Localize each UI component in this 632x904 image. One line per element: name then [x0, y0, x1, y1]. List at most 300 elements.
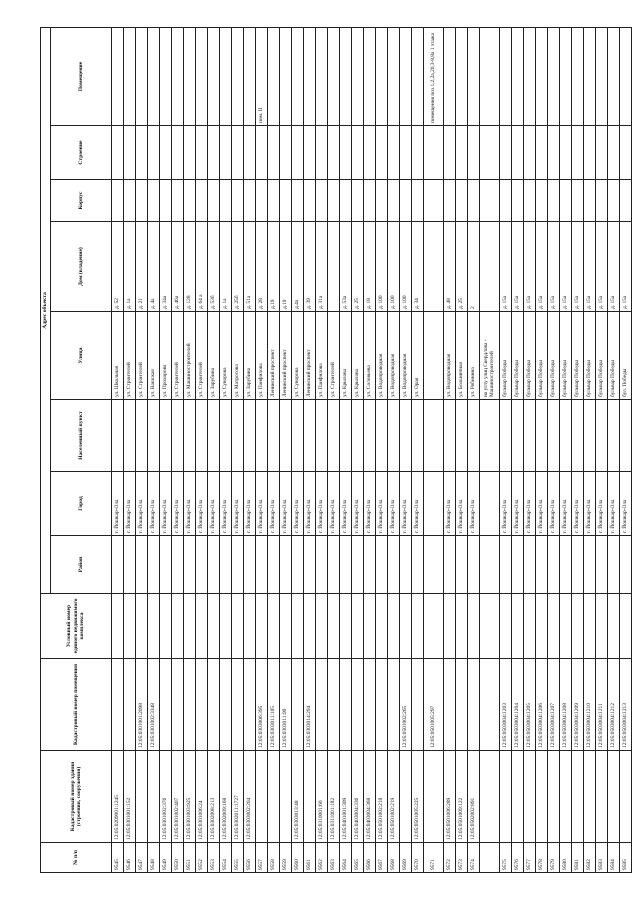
cell-city: г. Йошкар-Ола	[124, 472, 136, 536]
cell-room-cadastral: 12:05:0503004:1212	[608, 659, 620, 751]
cell-house: д. 34	[412, 222, 424, 312]
cell-stroenie	[124, 126, 136, 180]
cell-conditional	[584, 594, 596, 659]
cell-korpus	[184, 180, 196, 222]
cell-room-cadastral: 12:05:0501005:297	[424, 659, 444, 751]
cell-locality	[136, 400, 148, 472]
table-row	[184, 27, 196, 872]
cell-room-cadastral: 12:05:0503004:1206	[536, 659, 548, 751]
cell-stroenie	[524, 126, 536, 180]
cell-district	[608, 536, 620, 594]
cell-street: ул. Строителей	[136, 312, 148, 400]
cell-district	[268, 536, 280, 594]
cell-conditional	[596, 594, 608, 659]
cell-city: г. Йошкар-Ола	[196, 472, 208, 536]
cell-korpus	[220, 180, 232, 222]
cell-room-cadastral: 12:05:0303006:395	[256, 659, 268, 751]
cell-room-cadastral	[124, 659, 136, 751]
cell-room-cadastral	[376, 659, 388, 751]
cell-locality	[316, 400, 328, 472]
cell-num: 9577	[524, 843, 536, 873]
cell-conditional	[328, 594, 340, 659]
table-row	[124, 27, 136, 872]
cell-district	[376, 536, 388, 594]
cell-locality	[160, 400, 172, 472]
cell-room-cadastral	[364, 659, 376, 751]
cell-building-cadastral: 12:05:0501005:225	[412, 751, 424, 843]
table-row	[536, 27, 548, 872]
cell-num: 9581	[572, 843, 584, 873]
cell-building-cadastral	[548, 751, 560, 843]
cell-city: г. Йошкар-Ола	[292, 472, 304, 536]
cell-room-cadastral: 12:05:0503004:1213	[620, 659, 632, 751]
table-row	[608, 27, 620, 872]
cell-house: д. 15а	[536, 222, 548, 312]
cell-room-cadastral	[456, 659, 468, 751]
cell-building-cadastral	[596, 751, 608, 843]
cell-korpus	[412, 180, 424, 222]
cell-house: д. 52	[112, 222, 124, 312]
table-row	[352, 27, 364, 872]
cell-num: 9579	[548, 843, 560, 873]
cell-pomeshchenie	[208, 27, 220, 125]
cell-korpus	[244, 180, 256, 222]
cell-house: 2	[468, 222, 480, 312]
cell-room-cadastral: 12:05:0303011:99	[280, 659, 292, 751]
cell-korpus	[584, 180, 596, 222]
table-row	[584, 27, 596, 872]
cell-house: д. 53б	[208, 222, 220, 312]
cell-locality	[364, 400, 376, 472]
cell-stroenie	[584, 126, 596, 180]
cell-num: 9548	[148, 843, 160, 873]
cell-stroenie	[136, 126, 148, 180]
cell-stroenie	[316, 126, 328, 180]
cell-locality	[468, 400, 480, 472]
cell-district	[572, 536, 584, 594]
cell-city	[480, 472, 500, 536]
cell-street: ул. Зарубина	[208, 312, 220, 400]
cell-district	[196, 536, 208, 594]
cell-korpus	[620, 180, 632, 222]
cell-pomeshchenie	[596, 27, 608, 125]
cell-num: 9560	[292, 843, 304, 873]
cell-locality	[220, 400, 232, 472]
cell-city: г. Йошкар-Ола	[208, 472, 220, 536]
cell-room-cadastral	[480, 659, 500, 751]
cell-building-cadastral	[148, 751, 160, 843]
cell-building-cadastral: 12:05:0209001:1245	[112, 751, 124, 843]
cell-pomeshchenie	[536, 27, 548, 125]
cell-street: бульвар Победы	[608, 312, 620, 400]
cell-room-cadastral: 12:05:0503004:1204	[512, 659, 524, 751]
cell-house: д. 100	[388, 222, 400, 312]
cell-num: 9552	[196, 843, 208, 873]
cell-locality	[232, 400, 244, 472]
cell-locality	[172, 400, 184, 472]
cell-locality	[208, 400, 220, 472]
cell-pomeshchenie	[172, 27, 184, 125]
cell-street: ул. Строителей	[172, 312, 184, 400]
cell-street: Ленинский проспект	[268, 312, 280, 400]
cell-city: г. Йошкар-Ола	[160, 472, 172, 536]
cell-district	[232, 536, 244, 594]
rotated-table-wrapper	[40, 28, 628, 873]
cell-street: ул. Панфилова	[256, 312, 268, 400]
table-body	[112, 27, 632, 872]
cell-locality	[480, 400, 500, 472]
cell-korpus	[376, 180, 388, 222]
cell-house: д.19	[268, 222, 280, 312]
cell-street: бульвар Победы	[572, 312, 584, 400]
header-korpus: Корпус	[51, 180, 112, 222]
cell-stroenie	[112, 126, 124, 180]
cell-conditional	[304, 594, 316, 659]
cell-building-cadastral	[560, 751, 572, 843]
cell-korpus	[304, 180, 316, 222]
cell-district	[548, 536, 560, 594]
cell-korpus	[280, 180, 292, 222]
cell-locality	[268, 400, 280, 472]
cell-locality	[280, 400, 292, 472]
cell-district	[172, 536, 184, 594]
header-district: Район	[51, 536, 112, 594]
cell-num: 9550	[172, 843, 184, 873]
cell-street: бульвар Победы	[596, 312, 608, 400]
cell-korpus	[256, 180, 268, 222]
cell-stroenie	[388, 126, 400, 180]
cell-district	[316, 536, 328, 594]
cell-street: ул. Прохорова	[160, 312, 172, 400]
cell-city: г. Йошкар-Ола	[172, 472, 184, 536]
table-row	[304, 27, 316, 872]
cell-conditional	[268, 594, 280, 659]
cell-house: д. 25	[456, 222, 468, 312]
cell-conditional	[280, 594, 292, 659]
cell-house	[424, 222, 444, 312]
cell-building-cadastral: 12:05:0401001:309	[340, 751, 352, 843]
cell-room-cadastral: 12:05:0301001:2098	[136, 659, 148, 751]
table-row	[456, 27, 468, 872]
table-row	[136, 27, 148, 872]
cell-city: г. Йошкар-Ола	[468, 472, 480, 536]
cell-house: д. 31а	[316, 222, 328, 312]
cell-pomeshchenie	[512, 27, 524, 125]
table-row	[560, 27, 572, 872]
cell-street: ул. Больничная	[456, 312, 468, 400]
cell-pomeshchenie	[352, 27, 364, 125]
cell-stroenie	[232, 126, 244, 180]
cell-pomeshchenie	[112, 27, 124, 125]
cell-conditional	[244, 594, 256, 659]
cell-conditional	[536, 594, 548, 659]
cell-house: д. 15а	[584, 222, 596, 312]
cell-district	[500, 536, 512, 594]
property-table	[40, 27, 632, 873]
cell-korpus	[340, 180, 352, 222]
cell-street: ул. Зарубина	[244, 312, 256, 400]
cell-street: на углу улиц Свердлова - Машиностроителей	[480, 312, 500, 400]
cell-korpus	[268, 180, 280, 222]
cell-stroenie	[456, 126, 468, 180]
cell-conditional	[208, 594, 220, 659]
cell-building-cadastral	[280, 751, 292, 843]
cell-city: г. Йошкар-Ола	[500, 472, 512, 536]
cell-building-cadastral	[424, 751, 444, 843]
cell-locality	[500, 400, 512, 472]
table-row	[620, 27, 632, 872]
cell-pomeshchenie	[184, 27, 196, 125]
cell-city: г. Йошкар-Ола	[340, 472, 352, 536]
cell-korpus	[608, 180, 620, 222]
table-row	[160, 27, 172, 872]
cell-district	[340, 536, 352, 594]
cell-building-cadastral: 12:05:0501009:122	[456, 751, 468, 843]
cell-district	[512, 536, 524, 594]
cell-stroenie	[160, 126, 172, 180]
cell-building-cadastral: 12:05:0311001:182	[328, 751, 340, 843]
cell-korpus	[524, 180, 536, 222]
cell-locality	[304, 400, 316, 472]
cell-street: бульвар Победы	[560, 312, 572, 400]
cell-locality	[512, 400, 524, 472]
header-address-group: Адрес объекта	[41, 27, 51, 593]
cell-building-cadastral: 12:05:0403004:368	[364, 751, 376, 843]
cell-building-cadastral: 12:05:0501002:218	[376, 751, 388, 843]
cell-conditional	[112, 594, 124, 659]
cell-conditional	[136, 594, 148, 659]
table-row	[196, 27, 208, 872]
cell-conditional	[524, 594, 536, 659]
cell-conditional	[456, 594, 468, 659]
cell-stroenie	[352, 126, 364, 180]
cell-stroenie	[480, 126, 500, 180]
cell-pomeshchenie	[468, 27, 480, 125]
cell-street: Ленинский проспект	[304, 312, 316, 400]
cell-building-cadastral: 12:05:0301002:376	[160, 751, 172, 843]
cell-pomeshchenie	[232, 27, 244, 125]
cell-num: 9583	[596, 843, 608, 873]
cell-conditional	[340, 594, 352, 659]
cell-num: 9562	[316, 843, 328, 873]
cell-pomeshchenie	[148, 27, 160, 125]
cell-korpus	[160, 180, 172, 222]
cell-conditional	[468, 594, 480, 659]
header-city: Город	[51, 472, 112, 536]
cell-stroenie	[548, 126, 560, 180]
cell-building-cadastral	[268, 751, 280, 843]
table-row	[400, 27, 412, 872]
cell-building-cadastral	[620, 751, 632, 843]
cell-district	[292, 536, 304, 594]
cell-korpus	[500, 180, 512, 222]
cell-pomeshchenie	[340, 27, 352, 125]
cell-street: ул. Строителей	[328, 312, 340, 400]
cell-locality	[424, 400, 444, 472]
cell-num: 9576	[512, 843, 524, 873]
cell-district	[136, 536, 148, 594]
cell-korpus	[480, 180, 500, 222]
table-row	[280, 27, 292, 872]
cell-city: г. Йошкар-Ола	[608, 472, 620, 536]
cell-korpus	[232, 180, 244, 222]
cell-locality	[124, 400, 136, 472]
cell-district	[560, 536, 572, 594]
cell-building-cadastral: 12:05:0302009:168	[220, 751, 232, 843]
cell-pomeshchenie	[268, 27, 280, 125]
header-locality: Населенный пункт	[51, 400, 112, 472]
cell-room-cadastral	[220, 659, 232, 751]
cell-stroenie	[376, 126, 388, 180]
cell-room-cadastral	[340, 659, 352, 751]
cell-building-cadastral: 12:05:0301003:925	[184, 751, 196, 843]
cell-room-cadastral: 12:05:0303014:294	[304, 659, 316, 751]
cell-pomeshchenie	[524, 27, 536, 125]
cell-house: д. 28	[256, 222, 268, 312]
cell-locality	[536, 400, 548, 472]
cell-building-cadastral: 12:05:0501002:219	[388, 751, 400, 843]
cell-num: 9578	[536, 843, 548, 873]
cell-street: ул. Водопроводная	[400, 312, 412, 400]
cell-city: г. Йошкар-Ола	[280, 472, 292, 536]
cell-street: ул. Суворова	[220, 312, 232, 400]
cell-district	[208, 536, 220, 594]
cell-stroenie	[184, 126, 196, 180]
cell-korpus	[548, 180, 560, 222]
table-row	[148, 27, 160, 872]
cell-stroenie	[560, 126, 572, 180]
cell-street: бул. Победы	[620, 312, 632, 400]
cell-korpus	[456, 180, 468, 222]
cell-conditional	[512, 594, 524, 659]
cell-conditional	[184, 594, 196, 659]
cell-house: д. 34а	[160, 222, 172, 312]
cell-stroenie	[148, 126, 160, 180]
cell-num: 9557	[256, 843, 268, 873]
header-house: Дом (владение)	[51, 222, 112, 312]
cell-conditional	[148, 594, 160, 659]
cell-conditional	[412, 594, 424, 659]
cell-korpus	[316, 180, 328, 222]
cell-korpus	[328, 180, 340, 222]
cell-house: д. 15а	[500, 222, 512, 312]
cell-korpus	[572, 180, 584, 222]
cell-stroenie	[244, 126, 256, 180]
cell-house: д. 53а	[340, 222, 352, 312]
cell-locality	[244, 400, 256, 472]
cell-room-cadastral	[328, 659, 340, 751]
cell-city: г. Йошкар-Ола	[584, 472, 596, 536]
cell-korpus	[292, 180, 304, 222]
cell-building-cadastral	[608, 751, 620, 843]
cell-korpus	[148, 180, 160, 222]
table-row	[444, 27, 456, 872]
cell-conditional	[316, 594, 328, 659]
cell-building-cadastral	[136, 751, 148, 843]
cell-room-cadastral	[352, 659, 364, 751]
cell-num: 9546	[124, 843, 136, 873]
cell-room-cadastral: 12:05:0303011:105	[268, 659, 280, 751]
cell-stroenie	[572, 126, 584, 180]
cell-street: ул. Рябинина	[468, 312, 480, 400]
cell-pomeshchenie	[584, 27, 596, 125]
cell-district	[456, 536, 468, 594]
cell-house	[328, 222, 340, 312]
cell-pomeshchenie	[608, 27, 620, 125]
cell-pomeshchenie	[328, 27, 340, 125]
cell-num: 9558	[268, 843, 280, 873]
cell-building-cadastral: 12:05:0301002:407	[172, 751, 184, 843]
cell-district	[620, 536, 632, 594]
cell-stroenie	[208, 126, 220, 180]
cell-korpus	[388, 180, 400, 222]
cell-city: г. Йошкар-Ола	[148, 472, 160, 536]
cell-room-cadastral	[196, 659, 208, 751]
cell-korpus	[112, 180, 124, 222]
cell-locality	[444, 400, 456, 472]
table-row	[220, 27, 232, 872]
cell-stroenie	[536, 126, 548, 180]
cell-building-cadastral	[500, 751, 512, 843]
cell-city: г. Йошкар-Ола	[136, 472, 148, 536]
cell-num: 9574	[468, 843, 480, 873]
cell-pomeshchenie	[412, 27, 424, 125]
cell-stroenie	[364, 126, 376, 180]
table-row	[376, 27, 388, 872]
cell-city: г. Йошкар-Ола	[444, 472, 456, 536]
cell-room-cadastral	[184, 659, 196, 751]
cell-city: г. Йошкар-Ола	[560, 472, 572, 536]
cell-city: г. Йошкар-Ола	[572, 472, 584, 536]
cell-district	[304, 536, 316, 594]
cell-room-cadastral	[444, 659, 456, 751]
cell-korpus	[596, 180, 608, 222]
cell-house: д. 1а	[124, 222, 136, 312]
table-row	[364, 27, 376, 872]
cell-conditional	[480, 594, 500, 659]
cell-city: г. Йошкар-Ола	[512, 472, 524, 536]
table-row	[548, 27, 560, 872]
cell-city: г. Йошкар-Ола	[220, 472, 232, 536]
cell-room-cadastral	[208, 659, 220, 751]
cell-locality	[148, 400, 160, 472]
cell-street: бульвар Победы	[548, 312, 560, 400]
cell-num: 9551	[184, 843, 196, 873]
cell-conditional	[572, 594, 584, 659]
cell-street: бульвар Победы	[512, 312, 524, 400]
cell-num: 9554	[220, 843, 232, 873]
cell-conditional	[220, 594, 232, 659]
cell-city: г. Йошкар-Ола	[596, 472, 608, 536]
cell-city: г. Йошкар-Ола	[400, 472, 412, 536]
cell-locality	[608, 400, 620, 472]
cell-conditional	[160, 594, 172, 659]
cell-num: 9582	[584, 843, 596, 873]
cell-street: ул. Водопроводная	[376, 312, 388, 400]
cell-stroenie	[620, 126, 632, 180]
cell-pomeshchenie	[400, 27, 412, 125]
cell-pomeshchenie	[572, 27, 584, 125]
cell-num: 9584	[608, 843, 620, 873]
cell-street: ул. Школьная	[112, 312, 124, 400]
cell-locality	[352, 400, 364, 472]
cell-stroenie	[512, 126, 524, 180]
cell-city: г. Йошкар-Ола	[112, 472, 124, 536]
cell-city: г. Йошкар-Ола	[244, 472, 256, 536]
cell-korpus	[468, 180, 480, 222]
cell-street: ул. Соловьева	[364, 312, 376, 400]
cell-locality	[412, 400, 424, 472]
